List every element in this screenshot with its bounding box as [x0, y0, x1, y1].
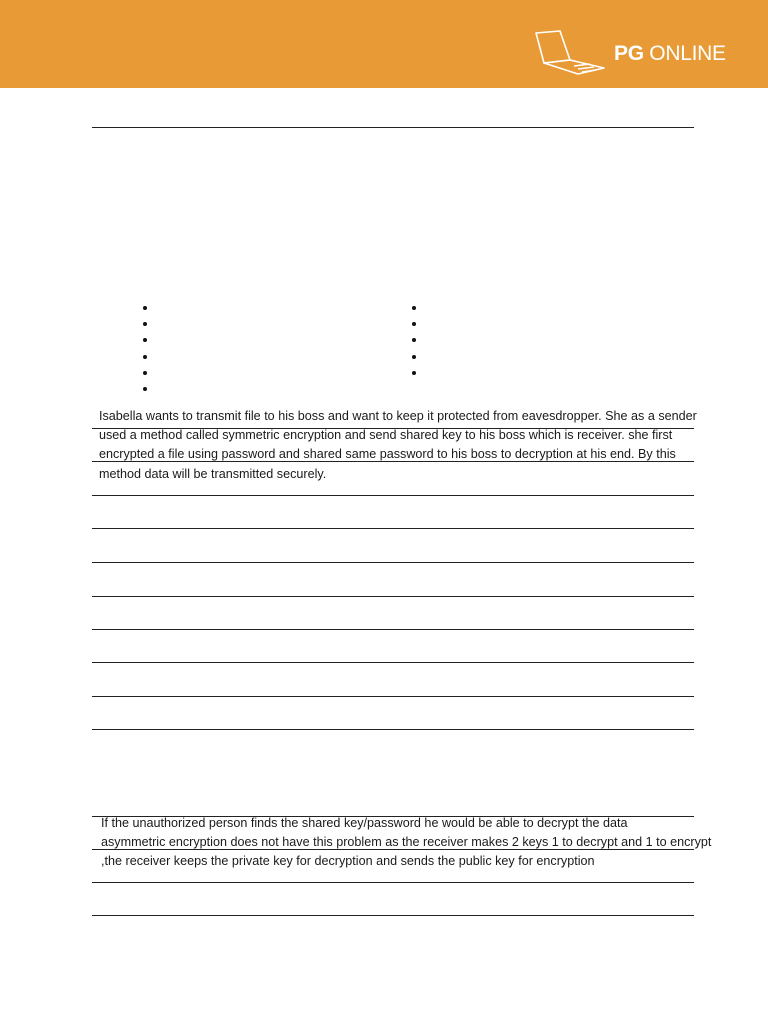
- rule-line: [92, 662, 694, 663]
- pg-online-logo: [534, 30, 726, 76]
- rule-line: [92, 528, 694, 529]
- answer-1-line: Isabella wants to transmit file to his boss and want to keep it protected from eavesdropper. She as a sender: [99, 409, 697, 423]
- rule-line: [92, 729, 694, 730]
- brand-name-light: ONLINE: [649, 41, 726, 65]
- rule-line: [92, 629, 694, 630]
- rule-line: [92, 562, 694, 563]
- rule-line: [92, 882, 694, 883]
- rule-line: [92, 495, 694, 496]
- laptop-icon: [534, 30, 608, 76]
- answer-text-2: [101, 814, 711, 872]
- answer-text-1: [99, 407, 697, 484]
- answer-2-line: If the unauthorized person finds the shared key/password he would be able to decrypt the data: [101, 816, 628, 830]
- answer-2-line: asymmetric encryption does not have this problem as the receiver makes 2 keys 1 to decrypt and 1 to encrypt: [101, 835, 712, 850]
- rule-line: [92, 915, 694, 916]
- rule-line: [92, 127, 694, 128]
- rule-line: [92, 596, 694, 597]
- page-header: [0, 0, 768, 88]
- brand-name-bold: PG: [614, 41, 644, 65]
- answer-1-line: used a method called symmetric encryption and send shared key to his boss which is receiver. she first: [99, 428, 673, 443]
- answer-1-line: method data will be transmitted securely.: [99, 466, 327, 481]
- rule-line: [92, 696, 694, 697]
- brand-name: [614, 43, 726, 64]
- answer-2-line: ,the receiver keeps the private key for decryption and sends the public key for encryption: [101, 854, 595, 869]
- answer-1-line: encrypted a file using password and shared same password to his boss to decryption at his end. By this: [99, 447, 676, 462]
